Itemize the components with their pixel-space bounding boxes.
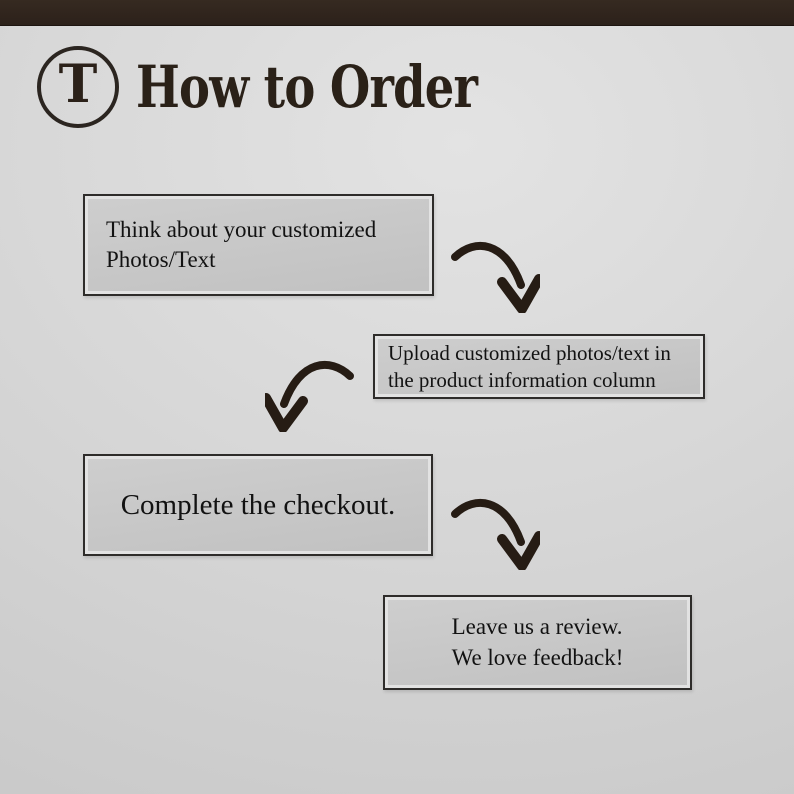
step-1-line-1: Think about your customized (106, 216, 377, 242)
step-4-line-2: We love feedback! (451, 644, 624, 670)
step-2-line-2: the product information column (388, 367, 656, 392)
step-box-1 (83, 194, 434, 296)
brand-logo-letter: T (58, 54, 98, 115)
step-2-text (388, 340, 703, 393)
step-1-text (106, 215, 432, 276)
step-3-text (85, 489, 431, 522)
step-box-4 (383, 595, 692, 690)
step-box-2 (373, 334, 705, 399)
brand-logo-circle (37, 46, 119, 128)
top-frame-bar (0, 0, 794, 26)
curved-arrow-down-right-icon (445, 490, 540, 570)
curved-arrow-down-right-icon (445, 233, 540, 313)
step-3-line-1: Complete the checkout. (120, 488, 396, 521)
step-2-line-1: Upload customized photos/text in (388, 341, 671, 366)
step-4-text (452, 612, 624, 673)
step-1-line-2: Photos/Text (106, 247, 216, 272)
curved-arrow-down-left-icon (265, 352, 360, 432)
step-box-3 (83, 454, 433, 556)
header (37, 46, 562, 128)
page-title: How to Order (136, 53, 478, 121)
step-4-line-1: Leave us a review. (451, 614, 623, 640)
